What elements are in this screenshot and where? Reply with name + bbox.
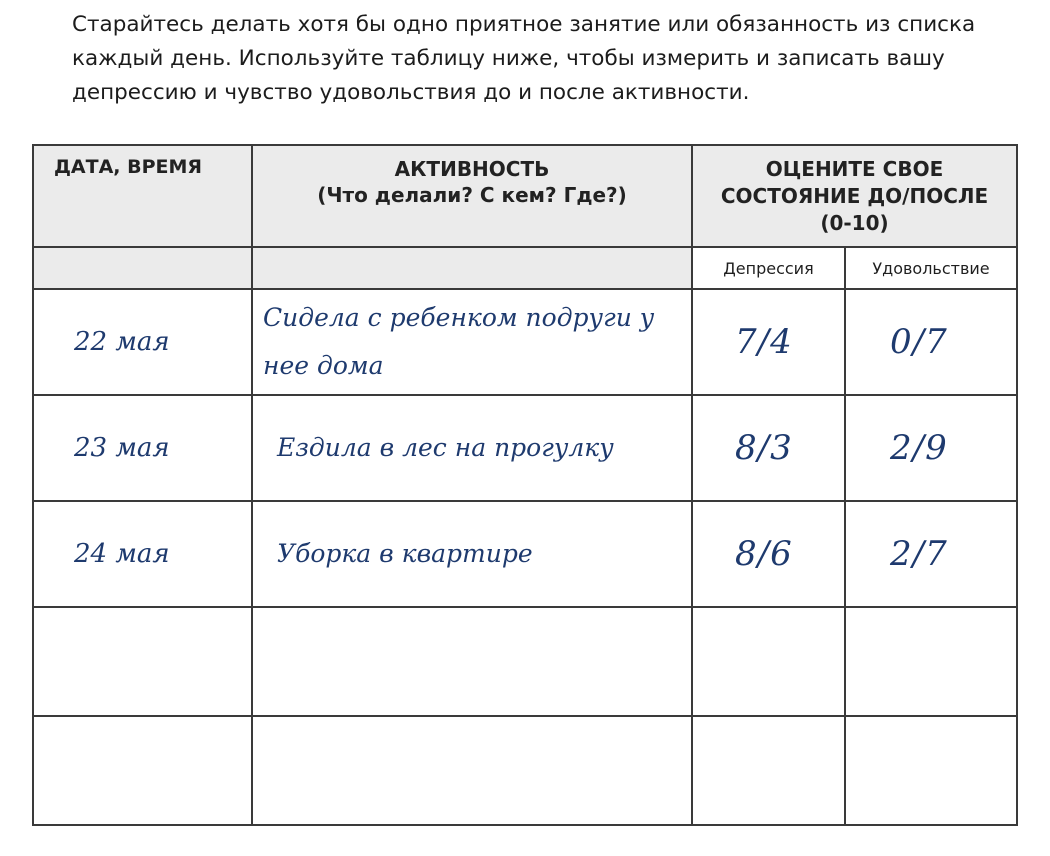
row-depression: 7/4 (692, 289, 845, 395)
empty-cell (33, 716, 252, 825)
empty-cell (845, 716, 1017, 825)
table-row (33, 289, 1017, 395)
header-rating (692, 145, 1017, 247)
empty-cell (33, 607, 252, 716)
empty-cell (252, 716, 692, 825)
row-activity: Уборка в квартире (252, 501, 692, 607)
row-pleasure: 2/9 (845, 395, 1017, 501)
subheader-empty-activity (252, 247, 692, 289)
header-rating-line1: ОЦЕНИТЕ СВОЕ (765, 156, 944, 181)
row-date: 24 мая (33, 501, 252, 607)
header-activity-title: АКТИВНОСТЬ (394, 157, 550, 181)
header-rating-line2: СОСТОЯНИЕ ДО/ПОСЛЕ (720, 183, 989, 208)
row-date: 23 мая (33, 395, 252, 501)
row-pleasure: 0/7 (845, 289, 1017, 395)
intro-text: Старайтесь делать хотя бы одно приятное занятие или обязанность из списка каждый день. Используйте таблицу ниже, чтобы измерить и записать вашу депрессию и чувство удовольствия до и после активности. (72, 12, 976, 105)
empty-table-row (33, 607, 1017, 716)
header-activity (252, 145, 692, 247)
subheader-depression: Депрессия (692, 247, 845, 289)
header-rating-scale: (0-10) (820, 210, 889, 235)
empty-cell (692, 607, 845, 716)
header-activity-subtitle: (Что делали? С кем? Где?) (317, 183, 627, 207)
activity-log-table (32, 144, 1018, 826)
empty-table-row (33, 716, 1017, 825)
row-depression: 8/6 (692, 501, 845, 607)
row-pleasure: 2/7 (845, 501, 1017, 607)
empty-cell (692, 716, 845, 825)
table-row (33, 395, 1017, 501)
row-activity: Сидела с ребенком подруги у нее дома (252, 289, 692, 395)
empty-cell (845, 607, 1017, 716)
empty-cell (252, 607, 692, 716)
subheader-pleasure: Удовольствие (845, 247, 1017, 289)
row-date: 22 мая (33, 289, 252, 395)
row-depression: 8/3 (692, 395, 845, 501)
subheader-empty-date (33, 247, 252, 289)
table-row (33, 501, 1017, 607)
header-date: ДАТА, ВРЕМЯ (33, 145, 252, 247)
row-activity: Ездила в лес на прогулку (252, 395, 692, 501)
